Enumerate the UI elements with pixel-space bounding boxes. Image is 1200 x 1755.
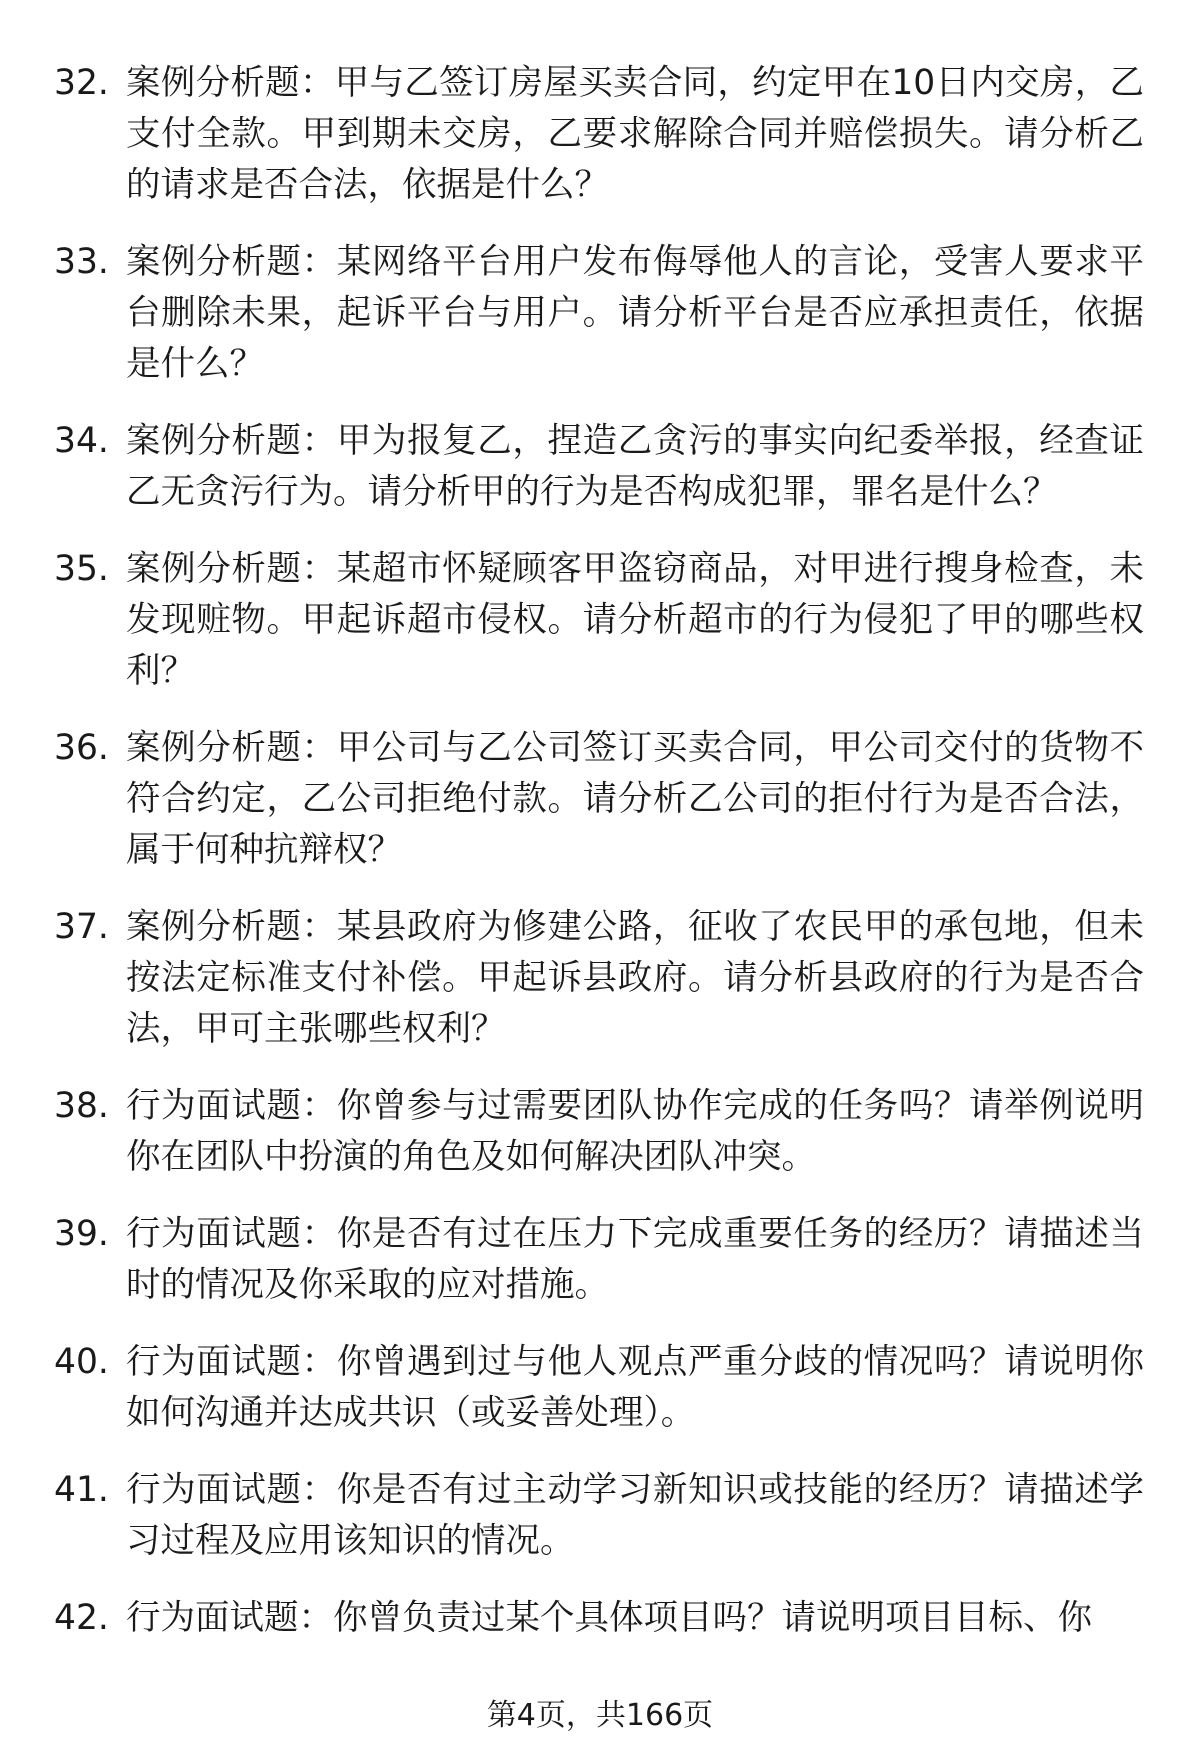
question-item <box>54 416 1144 518</box>
question-text: 案例分析题：甲与乙签订房屋买卖合同，约定甲在10日内交房，乙支付全款。甲到期未交房，乙要求解除合同并赔偿损失。请分析乙的请求是否合法，依据是什么？ <box>126 63 1144 205</box>
question-number: 39. <box>54 1214 109 1254</box>
question-item <box>54 1593 1144 1644</box>
question-text: 案例分析题：甲为报复乙，捏造乙贪污的事实向纪委举报，经查证乙无贪污行为。请分析甲的行为是否构成犯罪，罪名是什么？ <box>126 421 1144 512</box>
question-text: 行为面试题：你是否有过在压力下完成重要任务的经历？请描述当时的情况及你采取的应对措施。 <box>126 1214 1144 1305</box>
question-text: 行为面试题：你曾负责过某个具体项目吗？请说明项目目标、你 <box>126 1598 1092 1638</box>
question-item <box>54 1337 1144 1439</box>
question-text: 案例分析题：某超市怀疑顾客甲盗窃商品，对甲进行搜身检查，未发现赃物。甲起诉超市侵权。请分析超市的行为侵犯了甲的哪些权利？ <box>126 549 1144 691</box>
question-number: 35. <box>54 549 109 589</box>
question-item <box>54 544 1144 697</box>
question-text: 案例分析题：甲公司与乙公司签订买卖合同，甲公司交付的货物不符合约定，乙公司拒绝付款。请分析乙公司的拒付行为是否合法，属于何种抗辩权？ <box>126 728 1144 870</box>
question-text: 行为面试题：你是否有过主动学习新知识或技能的经历？请描述学习过程及应用该知识的情况。 <box>126 1470 1144 1561</box>
question-number: 37. <box>54 907 109 947</box>
question-text: 案例分析题：某县政府为修建公路，征收了农民甲的承包地，但未按法定标准支付补偿。甲起诉县政府。请分析县政府的行为是否合法，甲可主张哪些权利？ <box>126 907 1144 1049</box>
question-number: 34. <box>54 421 109 461</box>
question-number: 41. <box>54 1470 109 1510</box>
question-number: 32. <box>54 63 109 103</box>
question-item <box>54 1209 1144 1311</box>
page-footer <box>0 1696 1200 1736</box>
question-text: 行为面试题：你曾遇到过与他人观点严重分歧的情况吗？请说明你如何沟通并达成共识（或妥善处理）。 <box>126 1342 1144 1433</box>
question-item <box>54 723 1144 876</box>
question-item <box>54 902 1144 1055</box>
question-number: 36. <box>54 728 109 768</box>
question-list <box>54 58 1144 1670</box>
question-text: 案例分析题：某网络平台用户发布侮辱他人的言论，受害人要求平台删除未果，起诉平台与用户。请分析平台是否应承担责任，依据是什么？ <box>126 242 1144 384</box>
question-item <box>54 1081 1144 1183</box>
question-item <box>54 58 1144 211</box>
question-number: 42. <box>54 1598 109 1638</box>
page-number-label: 第4页，共166页 <box>486 1698 714 1733</box>
question-item <box>54 1465 1144 1567</box>
question-number: 40. <box>54 1342 109 1382</box>
question-text: 行为面试题：你曾参与过需要团队协作完成的任务吗？请举例说明你在团队中扮演的角色及如何解决团队冲突。 <box>126 1086 1144 1177</box>
question-item <box>54 237 1144 390</box>
question-number: 38. <box>54 1086 109 1126</box>
question-number: 33. <box>54 242 109 282</box>
